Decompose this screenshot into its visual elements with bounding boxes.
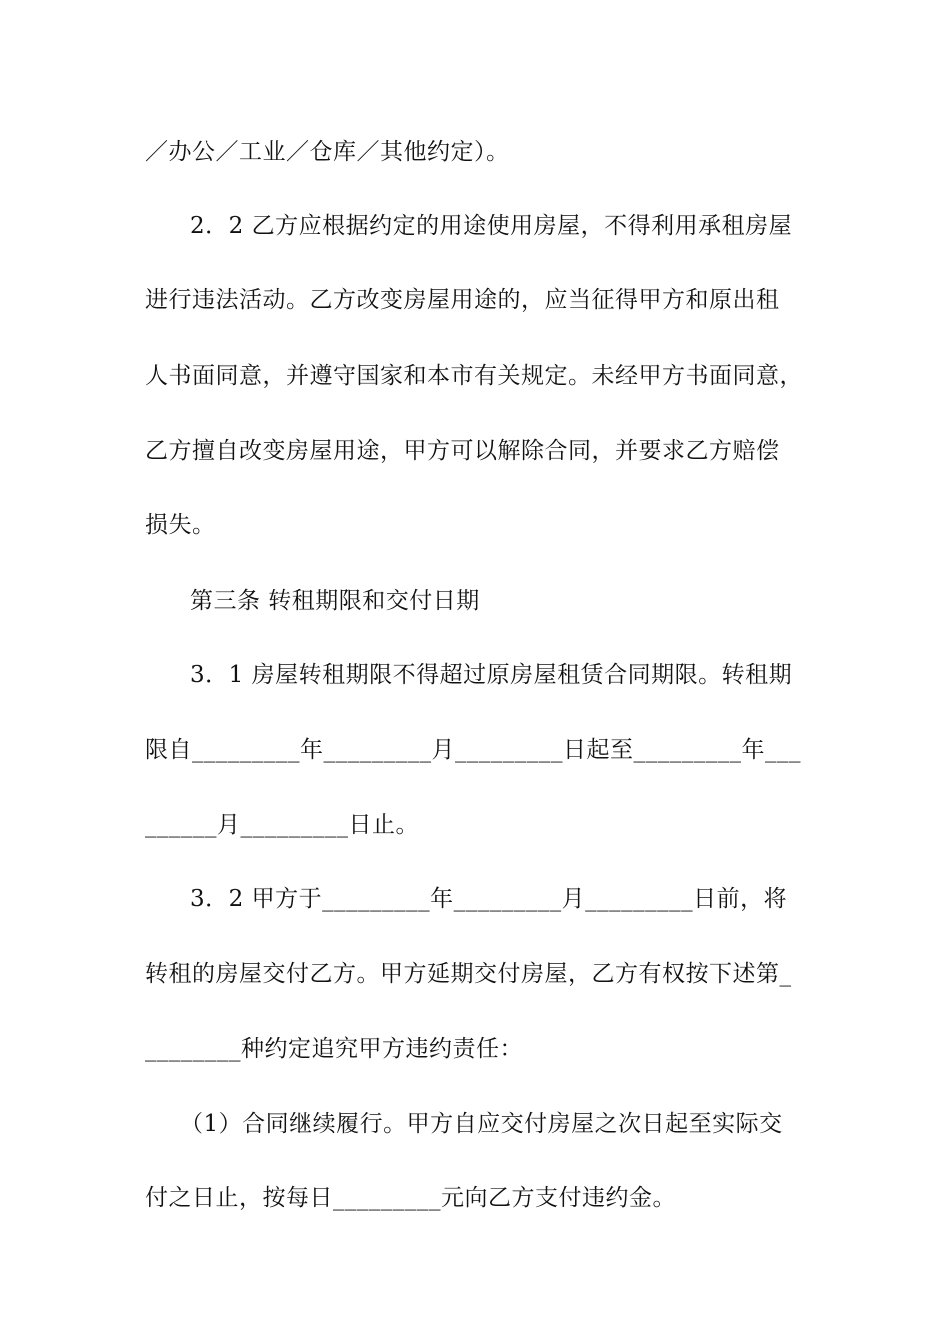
text-line: 付之日止，按每日_________元向乙方支付违约金。 [145,1185,676,1211]
text-line: 转租的房屋交付乙方。甲方延期交付房屋，乙方有权按下述第_ [145,961,792,987]
text-line: ／办公／工业／仓库／其他约定）。 [145,139,510,165]
text-line: （1）合同继续履行。甲方自应交付房屋之次日起至实际交 [180,1111,783,1137]
text-line: 3．2 甲方于_________年_________月_________日前，将 [190,886,788,912]
text-line: 进行违法活动。乙方改变房屋用途的，应当征得甲方和原出租 [145,287,780,313]
text-line: 损失。 [145,512,216,538]
text-line: ________种约定追究甲方违约责任： [145,1036,523,1062]
text-line: 3．1 房屋转租期限不得超过原房屋租赁合同期限。转租期 [190,662,793,688]
text-line: 限自_________年_________月_________日起至_________年___ [145,737,801,763]
text-line: 2．2 乙方应根据约定的用途使用房屋，不得利用承租房屋 [190,213,793,239]
text-line: ______月_________日止。 [145,812,419,838]
section-heading: 第三条 转租期限和交付日期 [190,588,480,614]
text-line: 乙方擅自改变房屋用途，甲方可以解除合同，并要求乙方赔偿 [145,438,780,464]
text-line: 人书面同意，并遵守国家和本市有关规定。未经甲方书面同意， [145,363,803,389]
